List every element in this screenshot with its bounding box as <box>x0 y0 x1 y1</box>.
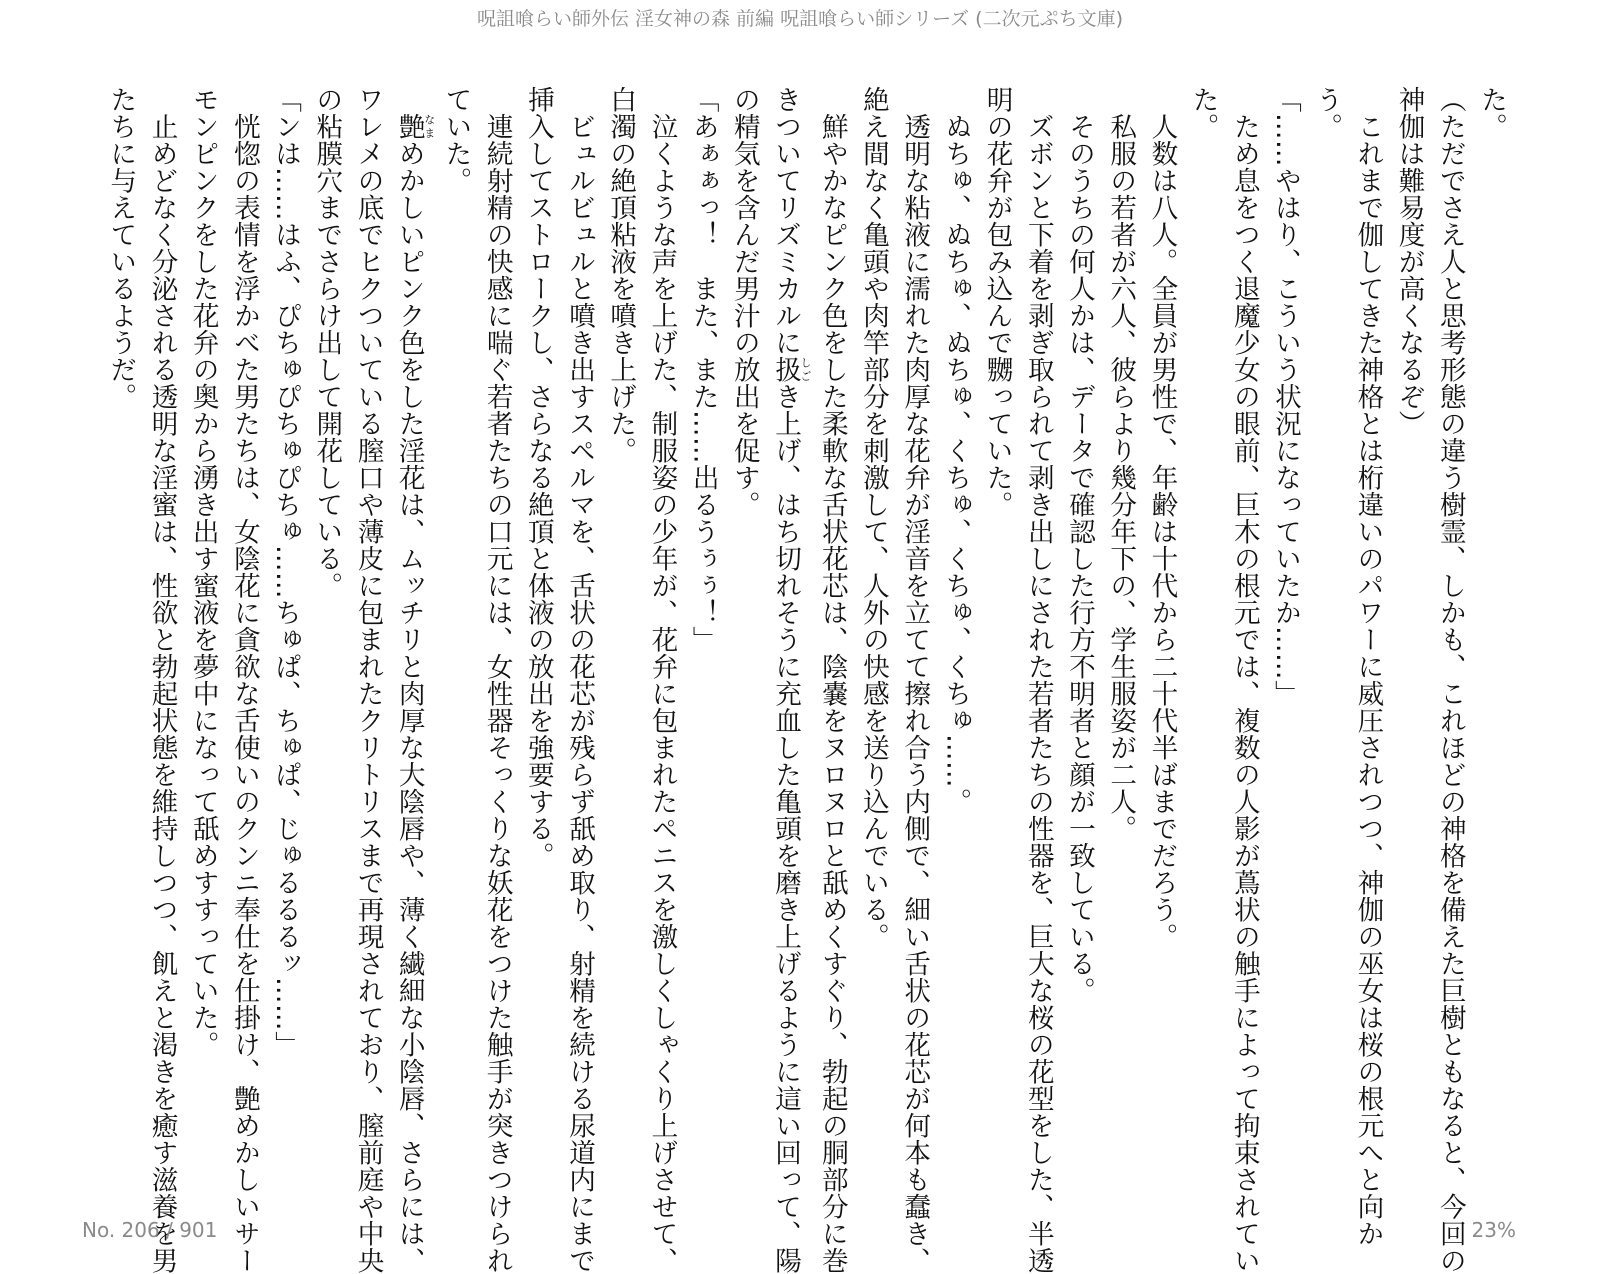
text-column: う。 <box>1311 86 1343 140</box>
text-column: 神伽は難易度が高くなるぞ） <box>1393 86 1425 437</box>
text-column: た。 <box>1476 86 1507 140</box>
text-column: 恍惚の表情を浮かべた男たちは、女陰花に貪欲な舌使いのクンニ奉仕を仕掛け、艶めかしいサー <box>228 86 260 1274</box>
text-segment <box>394 86 425 113</box>
text-column: たちに与えているようだ。 <box>105 86 137 410</box>
text-column: 止めどなく分泌される透明な淫蜜は、性欲と勃起状態を維持しつつ、飢えと渇きを癒す滋養を男 <box>146 86 178 1274</box>
ruby-annotation: 艶なま <box>393 113 436 140</box>
text-segment: き上げ、はち切れそうに充血した亀頭を磨き上げるように這い回って、陽 <box>770 383 802 1274</box>
text-column: 挿入してストロークし、さらなる絶頂と体液の放出を強要する。 <box>522 86 554 869</box>
text-column: 鮮やかなピンク色をした柔軟な舌状花芯は、陰嚢をヌロヌロと舐めくすぐり、勃起の胴部分に巻 <box>816 86 848 1274</box>
book-title: 呪詛喰らい師外伝 淫女神の森 前編 呪詛喰らい師シリーズ (二次元ぷち文庫) <box>476 8 1124 30</box>
text-column: 人数は八人。全員が男性で、年齢は十代から二十代半ばまでだろう。 <box>1146 86 1178 950</box>
text-column: ズボンと下着を剥ぎ取られて剥き出しにされた若者たちの性器を、巨大な桜の花型をした、半透 <box>1022 86 1054 1274</box>
text-column: ビュルビュルと噴き出すスペルマを、舌状の花芯が残らず舐め取り、射精を続ける尿道内にまで <box>564 86 596 1274</box>
text-column: 「あぁぁっ！ また、また……出るうぅぅ！」 <box>687 86 719 653</box>
text-column: ていた。 <box>440 86 472 194</box>
text-segment: めかしいピンク色をした淫花は、ムッチリと肉厚な大陰唇や、薄く繊細な小陰唇、さらには、 <box>393 140 425 1274</box>
text-column: 「……やはり、こういう状況になっていたか……」 <box>1269 86 1301 707</box>
location-indicator[interactable]: No. 206 / 901 <box>82 1218 218 1242</box>
text-column: 私服の若者が六人、彼らより幾分年下の、学生服姿が二人。 <box>1105 86 1137 842</box>
text-column: た。 <box>1187 86 1219 140</box>
text-column: 白濁の絶頂粘液を噴き上げた。 <box>605 86 637 464</box>
text-column <box>389 86 436 1274</box>
text-column: の粘膜穴までさらけ出して開花している。 <box>311 86 343 599</box>
text-column: モンピンクをした花弁の奥から湧き出す蜜液を夢中になって舐めすすっていた。 <box>187 86 219 1058</box>
text-column: これまで伽してきた神格とは桁違いのパワーに威圧されつつ、神伽の巫女は桜の根元へと向か <box>1352 86 1384 1247</box>
text-column: （ただでさえ人と思考形態の違う樹霊、しかも、これほどの神格を備えた巨樹ともなると、今回の <box>1434 86 1466 1274</box>
text-column: ぬちゅ、ぬちゅ、ぬちゅ、くちゅ、くちゅ、くちゅ……。 <box>940 86 972 815</box>
text-column: 「ンは……はふ、ぴちゅぴちゅぴちゅ……ちゅぱ、ちゅぱ、じゅるるるッ……」 <box>270 86 302 1058</box>
text-column: 連続射精の快感に喘ぐ若者たちの口元には、女性器そっくりな妖花をつけた触手が突きつけられ <box>481 86 513 1274</box>
text-column: 泣くような声を上げた、制服姿の少年が、花弁に包まれたペニスを激しくしゃくり上げさせて、 <box>646 86 678 1274</box>
reading-progress: 23% <box>1471 1218 1516 1242</box>
text-column: の精気を含んだ男汁の放出を促す。 <box>728 86 760 518</box>
text-column: 絶え間なく亀頭や肉竿部分を刺激して、人外の快感を送り込んでいる。 <box>857 86 889 950</box>
text-column: そのうちの何人かは、データで確認した行方不明者と顔が一致している。 <box>1063 86 1095 1004</box>
text-column: 明の花弁が包み込んで嬲っていた。 <box>981 86 1013 518</box>
text-column: 透明な粘液に濡れた肉厚な花弁が淫音を立てて擦れ合う内側で、細い舌状の花芯が何本も蠢き、 <box>899 86 931 1274</box>
ruby-annotation: 扱しご <box>770 356 813 383</box>
text-column: ワレメの底でヒクついている膣口や薄皮に包まれたクリトリスまで再現されており、膣前庭や中央 <box>352 86 384 1274</box>
text-column: ため息をつく退魔少女の眼前、巨木の根元では、複数の人影が蔦状の触手によって拘束されてい <box>1228 86 1260 1274</box>
text-segment: きついてリズミカルに <box>770 86 802 356</box>
text-column <box>765 86 813 1274</box>
